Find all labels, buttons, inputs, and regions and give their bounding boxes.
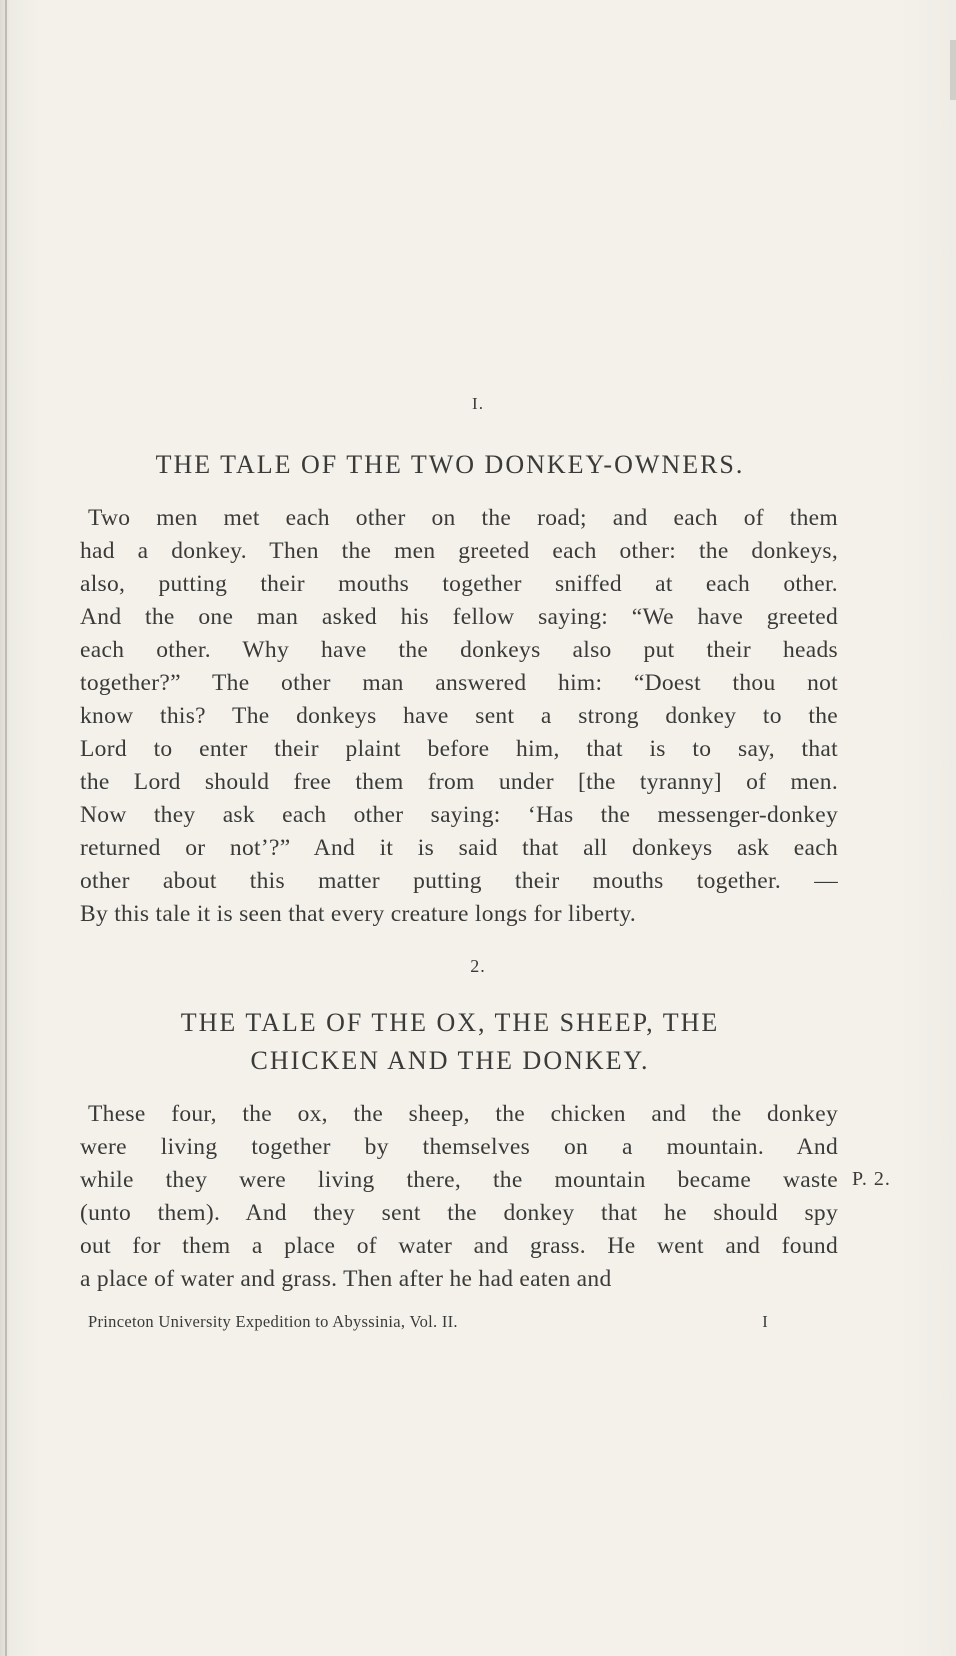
- text-line: out for them a place of water and grass. He went and found: [80, 1233, 838, 1259]
- text-line: also, putting their mouths together sniffed at each other.: [80, 571, 838, 597]
- text-line: Lord to enter their plaint before him, that is to say, that: [80, 736, 838, 762]
- text-line: Now they ask each other saying: ‘Has the messenger-donkey: [80, 802, 838, 828]
- text-line: (unto them). And they sent the donkey that he should spy: [80, 1200, 838, 1226]
- section-number-1: I.: [472, 394, 484, 413]
- text-line: These four, the ox, the sheep, the chicken and the donkey: [88, 1101, 838, 1127]
- tale-2-title-line-2: CHICKEN AND THE DONKEY.: [250, 1046, 650, 1075]
- text-line: And the one man asked his fellow saying: “We have greeted: [80, 604, 838, 630]
- text-line: a place of water and grass. Then after he had eaten and: [80, 1266, 612, 1292]
- text-line: were living together by themselves on a mountain. And: [80, 1134, 838, 1160]
- section-number-2: 2.: [470, 956, 486, 976]
- page-footer: [88, 1312, 768, 1332]
- tale-1-title: THE TALE OF THE TWO DONKEY-OWNERS.: [155, 450, 745, 479]
- text-line: Two men met each other on the road; and each of them: [88, 505, 838, 531]
- margin-page-reference: P. 2.: [852, 1168, 891, 1190]
- text-line: had a donkey. Then the men greeted each other: the donkeys,: [80, 538, 838, 564]
- page-edge-mark: [950, 40, 956, 100]
- text-line: together?” The other man answered him: “Doest thou not: [80, 670, 838, 696]
- text-line: the Lord should free them from under [the tyranny] of men.: [80, 769, 838, 795]
- text-line: returned or not’?” And it is said that all donkeys ask each: [80, 835, 838, 861]
- text-line: while they were living there, the mountain became waste: [80, 1167, 838, 1193]
- page-spine-edge: [5, 0, 7, 1656]
- text-line: other about this matter putting their mouths together. —: [80, 868, 838, 894]
- tale-2-title-line-1: THE TALE OF THE OX, THE SHEEP, THE: [180, 1008, 720, 1037]
- text-line: each other. Why have the donkeys also put their heads: [80, 637, 838, 663]
- footer-publication-title: Princeton University Expedition to Abyssinia, Vol. II.: [88, 1312, 458, 1331]
- text-line: know this? The donkeys have sent a strong donkey to the: [80, 703, 838, 729]
- text-line: By this tale it is seen that every creature longs for liberty.: [80, 901, 637, 927]
- footer-signature-mark: I: [762, 1312, 768, 1331]
